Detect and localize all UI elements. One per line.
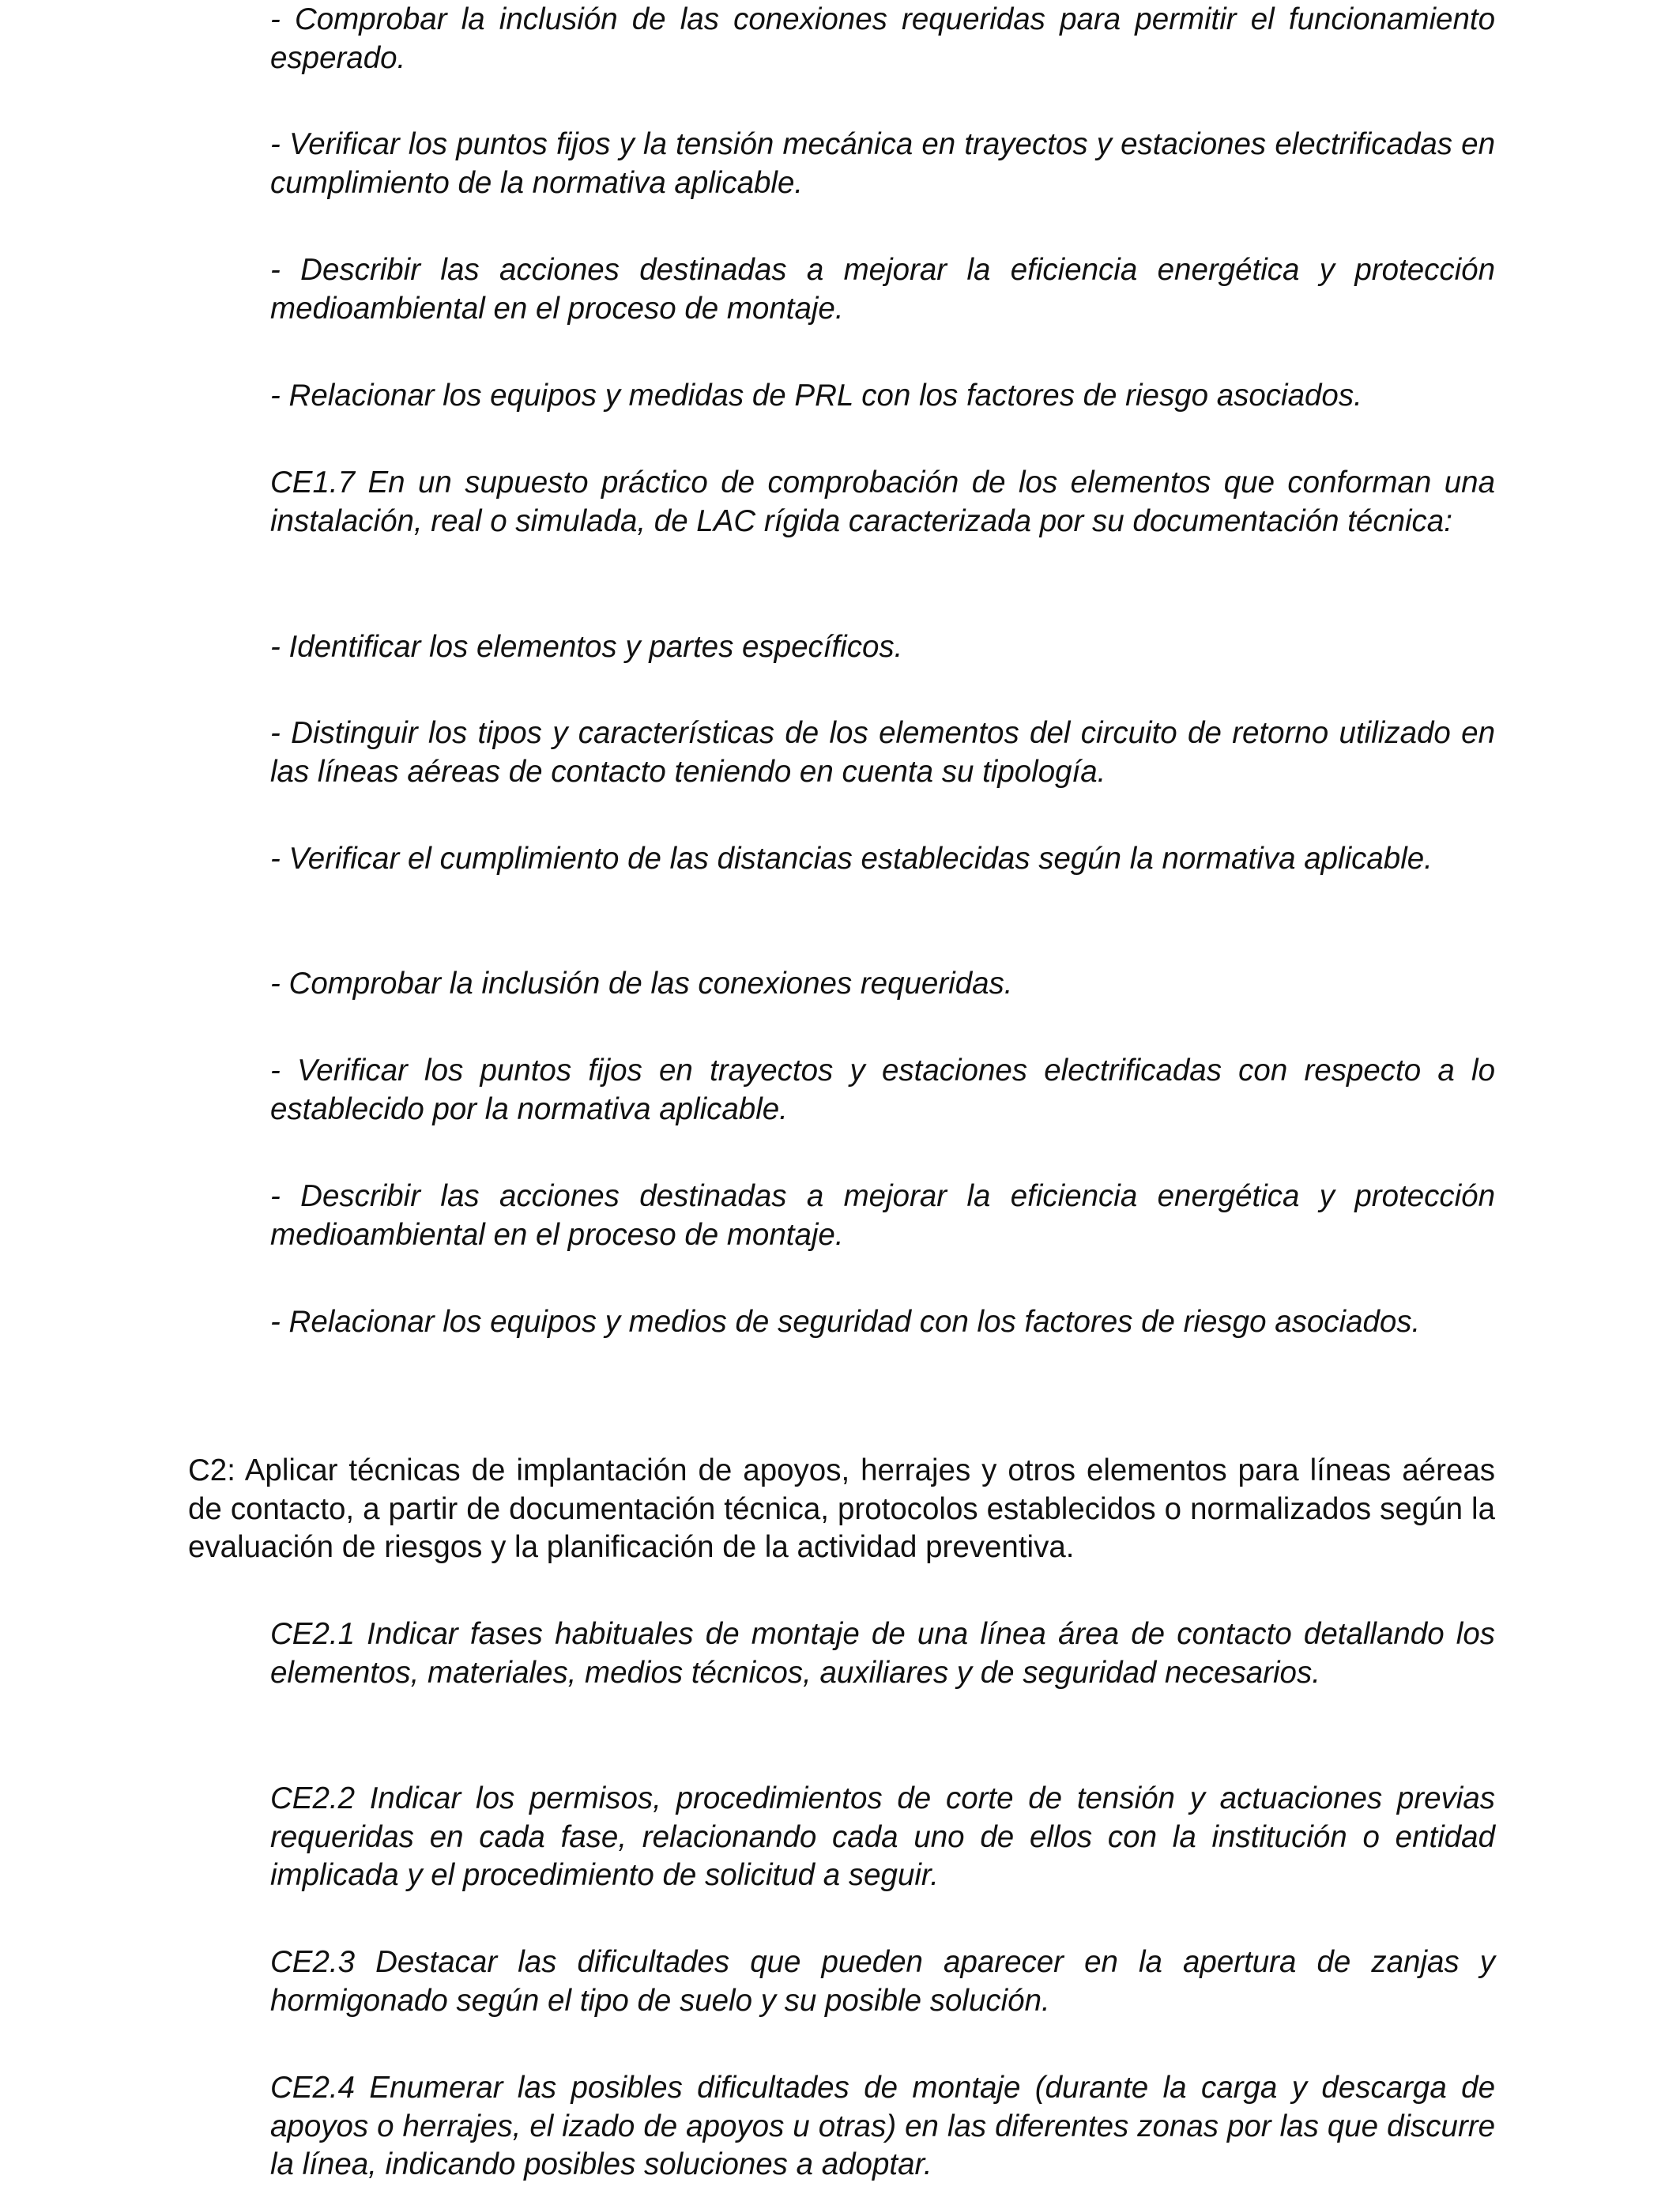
list-item: - Comprobar la inclusión de las conexiones requeridas. [270, 967, 1013, 1001]
criterion-ce2-2: CE2.2 Indicar los permisos, procedimientos de corte de tensión y actuaciones previas requeridas en cada fase, relacionando cada uno de ellos con la institución o entidad implicada y el procedimiento de solicitud a seguir. [270, 1781, 1495, 1892]
capacity-c2: C2: Aplicar técnicas de implantación de apoyos, herrajes y otros elementos para líneas aéreas de contacto, a partir de documentación técnica, protocolos establecidos o normalizados según la evaluación de riesgos y la planificación de la actividad preventiva. [188, 1453, 1495, 1564]
criterion-ce2-1: CE2.1 Indicar fases habituales de montaje de una línea área de contacto detallando los elementos, materiales, medios técnicos, auxiliares y de seguridad necesarios. [270, 1617, 1495, 1690]
criterion-ce1-7: CE1.7 En un supuesto práctico de comprobación de los elementos que conforman una instalación, real o simulada, de LAC rígida caracterizada por su documentación técnica: [270, 466, 1495, 538]
list-item: - Relacionar los equipos y medios de seguridad con los factores de riesgo asociados. [270, 1305, 1421, 1339]
criterion-ce2-3: CE2.3 Destacar las dificultades que pueden aparecer en la apertura de zanjas y hormigonado según el tipo de suelo y su posible solución. [270, 1945, 1495, 2018]
list-item: - Identificar los elementos y partes específicos. [270, 630, 903, 664]
list-item: - Verificar el cumplimiento de las distancias establecidas según la normativa aplicable. [270, 842, 1433, 876]
list-item: - Verificar los puntos fijos en trayectos y estaciones electrificadas con respecto a lo establecido por la normativa aplicable. [270, 1054, 1495, 1126]
list-item: - Verificar los puntos fijos y la tensión mecánica en trayectos y estaciones electrificadas en cumplimiento de la normativa aplicable. [270, 127, 1495, 200]
list-item: - Distinguir los tipos y características de los elementos del circuito de retorno utilizado en las líneas aéreas de contacto teniendo en cuenta su tipología. [270, 716, 1495, 789]
list-item: - Comprobar la inclusión de las conexiones requeridas para permitir el funcionamiento esperado. [270, 2, 1495, 75]
list-item: - Relacionar los equipos y medidas de PRL con los factores de riesgo asociados. [270, 379, 1362, 413]
criterion-ce2-4: CE2.4 Enumerar las posibles dificultades de montaje (durante la carga y descarga de apoyos o herrajes, el izado de apoyos u otras) en las diferentes zonas por las que discurre la línea, indicando posibles soluciones a adoptar. [270, 2071, 1495, 2181]
list-item: - Describir las acciones destinadas a mejorar la eficiencia energética y protección medioambiental en el proceso de montaje. [270, 253, 1495, 326]
list-item: - Describir las acciones destinadas a mejorar la eficiencia energética y protección medioambiental en el proceso de montaje. [270, 1179, 1495, 1252]
